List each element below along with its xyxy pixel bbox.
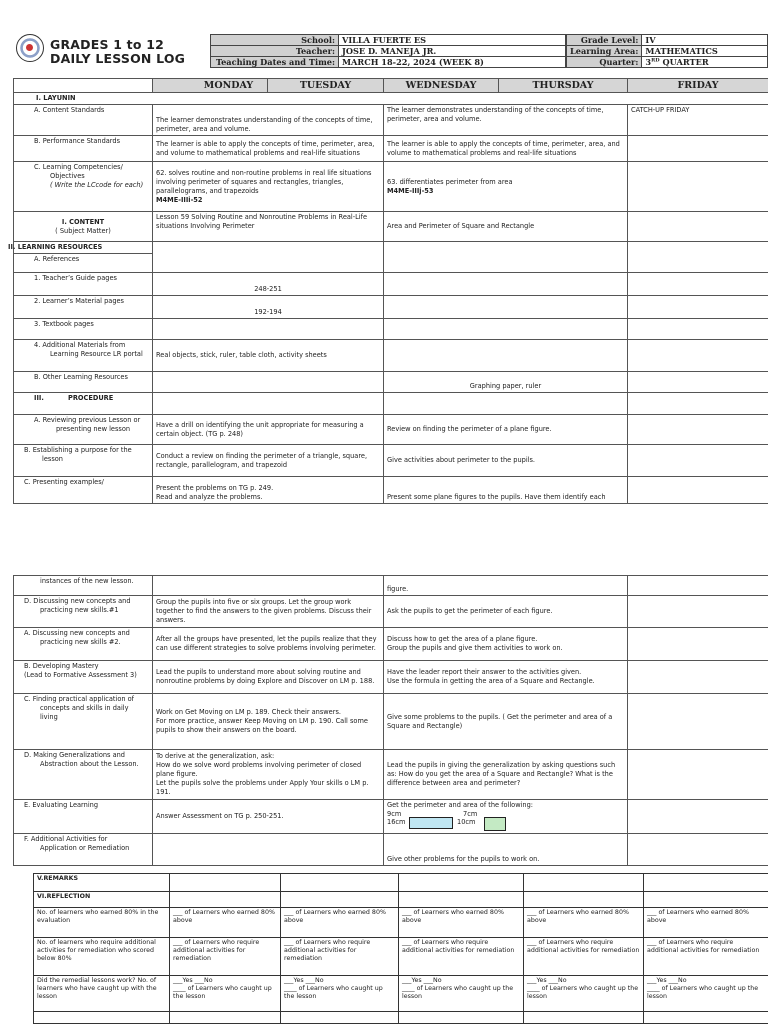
- competencies-wed-text: 63. differentiates perimeter from area: [387, 177, 513, 186]
- discussing-1-wed: Ask the pupils to get the perimeter of each figure.: [384, 596, 628, 628]
- learners-material-label: 2. Learner’s Material pages: [14, 296, 153, 319]
- empty-cell: [153, 576, 384, 596]
- empty-cell: [644, 892, 768, 908]
- dates-value: MARCH 18-22, 2024 (WEEK 8): [338, 57, 565, 68]
- mastery-mon: Lead the pupils to understand more about solving routine and nonroutine problems by doing Explore and Discover on LM p. 188.: [153, 661, 384, 694]
- remediation-label: No. of learners who require additional activities for remediation who scored below 80%: [34, 938, 170, 976]
- presenting-examples-mon-line1: Present the problems on TG p. 249.: [156, 484, 274, 492]
- empty-cell: [384, 273, 628, 296]
- square2-side-label: 7cm: [463, 810, 478, 818]
- purpose-mon: Conduct a review on finding the perimeter of a triangle, square, rectangle, parallelogram, and trapezoid: [153, 445, 384, 477]
- caught-up-text: ____ of Learners who caught up the lesson: [402, 985, 514, 1000]
- discussing-2-label: [14, 628, 153, 661]
- procedure-label: PROCEDURE: [67, 394, 114, 402]
- mastery-wed-line2: Use the formula in getting the area of a Square and Rectangle.: [387, 677, 595, 685]
- references-label: A. References: [14, 254, 153, 273]
- quarter-value: 3RD QUARTER: [642, 57, 768, 68]
- mastery-line1: B. Developing Mastery: [24, 662, 99, 670]
- evaluating-label: E. Evaluating Learning: [14, 800, 153, 834]
- discussing-1-label: [14, 596, 153, 628]
- empty-cell: [628, 212, 768, 242]
- empty-cell: [628, 694, 768, 750]
- remediation-fri: ___ of Learners who require additional activities for remediation: [644, 938, 768, 976]
- caught-up-text: ____ of Learners who caught up the lesson: [173, 985, 272, 1000]
- empty-cell: [628, 661, 768, 694]
- mastery-wed-line1: Have the leader report their answer to the activities given.: [387, 668, 582, 676]
- yes-no-choice: ___Yes ___No: [284, 977, 324, 984]
- instances-wed: figure.: [384, 576, 628, 596]
- empty-cell: [628, 415, 768, 445]
- application-line1: C. Finding practical application of: [24, 695, 134, 703]
- earned-80-wed: ___ of Learners who earned 80% above: [399, 908, 524, 938]
- area-value: MATHEMATICS: [642, 46, 768, 57]
- presenting-examples-label: C. Presenting examples/: [14, 477, 153, 504]
- discussing-1-line2: practicing new skills.#1: [40, 606, 119, 614]
- empty-cell: [524, 1012, 644, 1024]
- form-subtitle: DAILY LESSON LOG: [50, 51, 186, 66]
- empty-cell: [384, 393, 628, 415]
- generalization-line1: D. Making Generalizations and: [24, 751, 125, 759]
- day-friday: FRIDAY: [628, 79, 768, 93]
- generalization-wed: Lead the pupils in giving the generalization by asking questions such as: How do you get the area of a Square and Rectangle? What is the difference between area and perimeter?: [384, 750, 628, 800]
- remedial-work-mon: [170, 976, 281, 1012]
- yes-no-choice: ___Yes ___No: [527, 977, 567, 984]
- purpose-label: [14, 445, 153, 477]
- other-resources-label: B. Other Learning Resources: [14, 372, 153, 393]
- purpose-line1: B. Establishing a purpose for the: [24, 446, 132, 454]
- rectangle-figure: [409, 817, 453, 829]
- area-label: Learning Area:: [567, 46, 642, 57]
- empty-cell: [524, 874, 644, 892]
- rectangle2-label: 10cm: [457, 818, 476, 826]
- empty-cell: [628, 340, 768, 372]
- generalization-line2: Abstraction about the Lesson.: [40, 760, 139, 768]
- remediation-mon: ___ of Learners who require additional activities for remediation: [170, 938, 281, 976]
- earned-80-label: No. of learners who earned 80% in the evaluation: [34, 908, 170, 938]
- performance-standards-wed: The learner is able to apply the concepts of time, perimeter, area, and volume to mathematical problems and real-life situations: [384, 136, 628, 162]
- additional-materials-line1: 4. Additional Materials from: [34, 341, 126, 349]
- empty-cell: [628, 445, 768, 477]
- remarks-heading: V.REMARKS: [34, 874, 170, 892]
- additional-materials-mon: Real objects, stick, ruler, table cloth, activity sheets: [153, 340, 384, 372]
- empty-cell: [628, 750, 768, 800]
- content-standards-label: A. Content Standards: [14, 105, 153, 136]
- mastery-wed: [384, 661, 628, 694]
- layunin-heading: I. LAYUNIN: [14, 93, 768, 105]
- teacher-value: JOSE D. MANEJA JR.: [338, 46, 565, 57]
- evaluating-figures: [387, 810, 624, 832]
- empty-cell: [153, 393, 384, 415]
- form-title: GRADES 1 to 12: [50, 37, 164, 52]
- review-lesson-mon: Have a drill on identifying the unit appropriate for measuring a certain object. (TG p. 248): [153, 415, 384, 445]
- teachers-guide-label: 1. Teacher’s Guide pages: [14, 273, 153, 296]
- earned-80-fri: ___ of Learners who earned 80% above: [644, 908, 768, 938]
- presenting-examples-mon-line2: Read and analyze the problems.: [156, 493, 263, 501]
- evaluating-mon: Answer Assessment on TG p. 250-251.: [153, 800, 384, 834]
- caught-up-text: ____ of Learners who caught up the lesson: [527, 985, 639, 1000]
- grade-label: Grade Level:: [567, 35, 642, 46]
- remedial-work-label: Did the remedial lessons work? No. of learners who have caught up with the lesson: [34, 976, 170, 1012]
- empty-cell: [153, 372, 384, 393]
- additional-activities-line1: F. Additional Activities for: [24, 835, 108, 843]
- mastery-line2: (Lead to Formative Assessment 3): [24, 671, 137, 679]
- empty-cell: [281, 874, 399, 892]
- day-monday: MONDAY: [153, 79, 268, 93]
- competencies-label-line3: ( Write the LCcode for each): [50, 181, 144, 189]
- remedial-work-thu: [524, 976, 644, 1012]
- corner-cell: [14, 79, 153, 93]
- discussing-2-line1: A. Discussing new concepts and: [24, 629, 130, 637]
- competencies-label-line1: C. Learning Competencies/: [34, 163, 123, 171]
- empty-cell: [281, 892, 399, 908]
- earned-80-mon: ___ of Learners who earned 80% above: [170, 908, 281, 938]
- square-side-label: 9cm: [387, 810, 402, 818]
- empty-cell: [384, 242, 628, 273]
- day-wednesday: WEDNESDAY: [384, 79, 499, 93]
- empty-cell: [153, 242, 384, 273]
- additional-activities-line2: Application or Remediation: [40, 844, 130, 852]
- remediation-wed: ___ of Learners who require additional activities for remediation: [399, 938, 524, 976]
- earned-80-thu: ___ of Learners who earned 80% above: [524, 908, 644, 938]
- empty-cell: [384, 319, 628, 340]
- empty-cell: [628, 834, 768, 866]
- competencies-wed-code: M4ME-IIIj-53: [387, 186, 434, 195]
- empty-cell: [628, 800, 768, 834]
- reflection-heading: VI.REFLECTION: [34, 892, 170, 908]
- square-figure: [484, 817, 506, 831]
- remedial-work-wed: [399, 976, 524, 1012]
- empty-cell: [170, 1012, 281, 1024]
- empty-cell: [34, 1012, 170, 1024]
- competencies-mon-text: 62. solves routine and non-routine problems in real life situations involving perimeter of squares and rectangles, triangles, parallelograms, and trapezoids: [156, 168, 372, 195]
- review-lesson-label: [14, 415, 153, 445]
- remediation-tue: ___ of Learners who require additional activities for remediation: [281, 938, 399, 976]
- generalization-mon: [153, 750, 384, 800]
- empty-cell: [384, 340, 628, 372]
- discussing-2-line2: practicing new skills #2.: [40, 638, 121, 646]
- empty-cell: [153, 834, 384, 866]
- earned-80-tue: ___ of Learners who earned 80% above: [281, 908, 399, 938]
- mastery-label: [14, 661, 153, 694]
- content-standards-mon: The learner demonstrates understanding of the concepts of time, perimeter, area and volume.: [153, 105, 384, 136]
- empty-cell: [628, 372, 768, 393]
- competencies-label: [14, 162, 153, 212]
- teacher-label: Teacher:: [211, 46, 339, 57]
- quarter-label: Quarter:: [567, 57, 642, 68]
- empty-cell: [628, 242, 768, 273]
- caught-up-text: ____ of Learners who caught up the lesson: [647, 985, 759, 1000]
- empty-cell: [644, 874, 768, 892]
- school-label: School:: [211, 35, 339, 46]
- review-lesson-line1: A. Reviewing previous Lesson or: [34, 416, 141, 424]
- application-wed: Give some problems to the pupils. ( Get the perimeter and area of a Square and Rectangle): [384, 694, 628, 750]
- content-standards-wed: The learner demonstrates understanding of the concepts of time, perimeter, area and volume.: [384, 105, 628, 136]
- empty-cell: [628, 136, 768, 162]
- generalization-mon-line3: Let the pupils solve the problems under Apply Your skills o LM p. 191.: [156, 779, 369, 796]
- purpose-line2: lesson: [42, 455, 63, 463]
- application-mon-line2: For more practice, answer Keep Moving on LM p. 190. Call some pupils to show their answers on the board.: [156, 717, 368, 734]
- dates-label: Teaching Dates and Time:: [211, 57, 339, 68]
- application-line3: living: [40, 713, 58, 721]
- generalization-mon-line2: How do we solve word problems involving perimeter of closed plane figure.: [156, 761, 362, 778]
- lesson-log-table-page1: [8, 78, 768, 504]
- deped-seal-icon: [16, 34, 44, 62]
- reflection-table: [33, 873, 768, 1024]
- discussing-1-mon: Group the pupils into five or six groups. Let the group work together to find the answers to the given problems. Discuss their answers.: [153, 596, 384, 628]
- catch-up-friday: CATCH-UP FRIDAY: [628, 105, 768, 136]
- presenting-examples-wed: Present some plane figures to the pupils. Have them identify each: [384, 477, 628, 504]
- caught-up-text: ____ of Learners who caught up the lesson: [284, 985, 383, 1000]
- discussing-1-line1: D. Discussing new concepts and: [24, 597, 131, 605]
- empty-cell: [628, 596, 768, 628]
- discussing-2-wed: [384, 628, 628, 661]
- competencies-mon: [153, 162, 384, 212]
- teachers-guide-pages: 248-251: [153, 273, 384, 296]
- empty-cell: [399, 892, 524, 908]
- empty-cell: [628, 296, 768, 319]
- empty-cell: [153, 319, 384, 340]
- purpose-wed: Give activities about perimeter to the pupils.: [384, 445, 628, 477]
- yes-no-choice: ___Yes ___No: [647, 977, 687, 984]
- empty-cell: [628, 319, 768, 340]
- performance-standards-label: B. Performance Standards: [14, 136, 153, 162]
- content-wed: Area and Perimeter of Square and Rectangle: [384, 212, 628, 242]
- procedure-num: III.: [34, 394, 44, 402]
- discussing-2-wed-line2: Group the pupils and give them activities to work on.: [387, 644, 563, 652]
- empty-cell: [399, 1012, 524, 1024]
- grade-value: IV: [642, 35, 768, 46]
- review-lesson-wed: Review on finding the perimeter of a plane figure.: [384, 415, 628, 445]
- application-mon: [153, 694, 384, 750]
- content-label: [14, 212, 153, 242]
- rectangle-length-label: 16cm: [387, 818, 406, 826]
- empty-cell: [281, 1012, 399, 1024]
- learners-material-pages: 192-194: [153, 296, 384, 319]
- empty-cell: [170, 874, 281, 892]
- empty-cell: [628, 162, 768, 212]
- remedial-work-tue: [281, 976, 399, 1012]
- competencies-wed: [384, 162, 628, 212]
- additional-materials-line2: Learning Resource LR portal: [50, 350, 143, 358]
- empty-cell: [628, 576, 768, 596]
- content-mon: Lesson 59 Solving Routine and Nonroutine Problems in Real-Life situations Involving Perimeter: [153, 212, 384, 242]
- generalization-label: [14, 750, 153, 800]
- evaluating-wed: [384, 800, 628, 834]
- header-left-table: [210, 34, 566, 68]
- empty-cell: [628, 477, 768, 504]
- lesson-log-table-page2: [13, 575, 768, 866]
- empty-cell: [384, 296, 628, 319]
- other-resources-wed: Graphing paper, ruler: [384, 372, 628, 393]
- header-right-table: [566, 34, 768, 68]
- yes-no-choice: ___Yes ___No: [173, 977, 213, 984]
- review-lesson-line2: presenting new lesson: [56, 425, 131, 433]
- performance-standards-mon: The learner is able to apply the concepts of time, perimeter, area, and volume to mathematical problems and real-life situations: [153, 136, 384, 162]
- application-line2: concepts and skills in daily: [40, 704, 129, 712]
- evaluating-wed-text: Get the perimeter and area of the following:: [387, 801, 534, 809]
- competencies-label-line2: Objectives: [50, 172, 85, 180]
- additional-activities-label: [14, 834, 153, 866]
- remediation-thu: ___ of Learners who require additional activities for remediation: [524, 938, 644, 976]
- application-mon-line1: Work on Get Moving on LM p. 189. Check their answers.: [156, 708, 341, 716]
- additional-activities-wed: Give other problems for the pupils to work on.: [384, 834, 628, 866]
- learning-resources-heading: II. LEARNING RESOURCES: [8, 242, 147, 254]
- discussing-2-mon: After all the groups have presented, let the pupils realize that they can use different strategies to solve problems involving perimeter.: [153, 628, 384, 661]
- procedure-heading: [14, 393, 153, 415]
- yes-no-choice: ___Yes ___No: [402, 977, 442, 984]
- competencies-mon-code: M4ME-IIIi-52: [156, 195, 203, 204]
- additional-materials-label: [14, 340, 153, 372]
- application-label: [14, 694, 153, 750]
- discussing-2-wed-line1: Discuss how to get the area of a plane figure.: [387, 635, 538, 643]
- empty-cell: [170, 892, 281, 908]
- empty-cell: [644, 1012, 768, 1024]
- textbook-label: 3. Textbook pages: [14, 319, 153, 340]
- empty-cell: [628, 393, 768, 415]
- remedial-work-fri: [644, 976, 768, 1012]
- day-thursday: THURSDAY: [499, 79, 628, 93]
- generalization-mon-line1: To derive at the generalization, ask:: [156, 752, 275, 760]
- content-label-sub: ( Subject Matter): [55, 226, 111, 235]
- empty-cell: [524, 892, 644, 908]
- instances-label: instances of the new lesson.: [14, 576, 153, 596]
- empty-cell: [628, 273, 768, 296]
- content-label-text: I. CONTENT: [61, 217, 105, 226]
- day-tuesday: TUESDAY: [268, 79, 384, 93]
- empty-cell: [628, 628, 768, 661]
- empty-cell: [399, 874, 524, 892]
- presenting-examples-mon: [153, 477, 384, 504]
- school-value: VILLA FUERTE ES: [338, 35, 565, 46]
